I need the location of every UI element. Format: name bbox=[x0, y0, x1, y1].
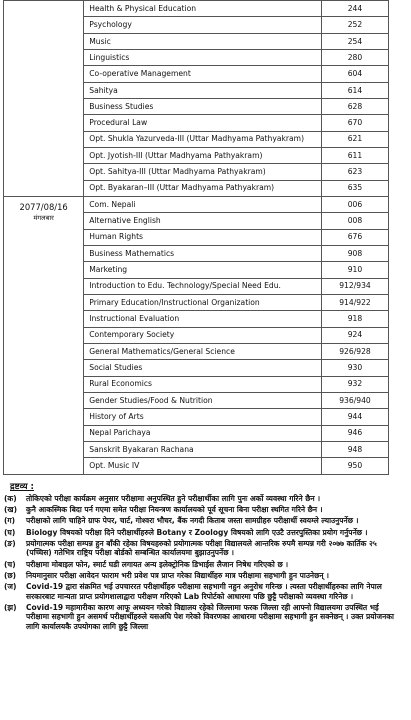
note-text: परीक्षाको लागि चाहिने ग्राफ पेपर, चार्ट, गोश्वरा भौचर, बैंक नगदी किताब जस्ता सामग्रीहरु परीक्षार्थी स्वयम्ले ल्याउनुपर्नेछ । bbox=[26, 516, 359, 526]
notes-list bbox=[4, 494, 404, 631]
code-cell: 910 bbox=[321, 262, 388, 278]
code-cell: 912/934 bbox=[321, 278, 388, 294]
date-block bbox=[4, 197, 83, 222]
code-cell: 614 bbox=[321, 82, 388, 98]
code-cell: 604 bbox=[321, 66, 388, 82]
code-cell: 611 bbox=[321, 147, 388, 163]
date-cell-empty bbox=[4, 1, 84, 197]
code-cell: 254 bbox=[321, 33, 388, 49]
exam-day: मंगलबार bbox=[33, 214, 54, 223]
note-item bbox=[4, 505, 404, 515]
subject-cell: Sahitya bbox=[84, 82, 322, 98]
subject-cell: Psychology bbox=[84, 17, 322, 33]
note-label: (घ) bbox=[4, 527, 16, 537]
note-item bbox=[4, 560, 404, 570]
note-label: (च) bbox=[4, 559, 16, 569]
note-label: (ङ) bbox=[4, 538, 16, 548]
subject-cell: Business Studies bbox=[84, 98, 322, 114]
subject-cell: Human Rights bbox=[84, 229, 322, 245]
note-label: (क) bbox=[4, 494, 17, 503]
subject-cell: Opt. Music IV bbox=[84, 458, 322, 474]
subject-cell: Music bbox=[84, 33, 322, 49]
subject-cell: Com. Nepali bbox=[84, 196, 322, 212]
subject-cell: Business Mathematics bbox=[84, 245, 322, 261]
note-text: तोकिएको परीक्षा कार्यक्रम अनुसार परीक्षामा अनुपस्थित हुने परीक्षार्थीका लागि पुनः अर्को व्यवस्था गरिने छैन । bbox=[26, 494, 321, 503]
note-item bbox=[4, 582, 404, 601]
code-cell: 946 bbox=[321, 425, 388, 441]
note-item bbox=[4, 603, 404, 632]
subject-cell: Alternative English bbox=[84, 213, 322, 229]
subject-cell: Procedural Law bbox=[84, 115, 322, 131]
subject-cell: Instructional Evaluation bbox=[84, 311, 322, 327]
note-item bbox=[4, 494, 404, 504]
subject-cell: General Mathematics/General Science bbox=[84, 343, 322, 359]
code-cell: 914/922 bbox=[321, 294, 388, 310]
date-cell bbox=[4, 196, 84, 474]
code-cell: 930 bbox=[321, 360, 388, 376]
note-text: परीक्षामा मोबाइल फोन, स्मार्ट घडी लगायत अन्य इलेक्ट्रोनिक डिभाईस लैजान निषेध गरिएको छ । bbox=[26, 559, 289, 569]
subject-cell: Marketing bbox=[84, 262, 322, 278]
code-cell: 252 bbox=[321, 17, 388, 33]
subject-cell: Social Studies bbox=[84, 360, 322, 376]
subject-cell: Contemporary Society bbox=[84, 327, 322, 343]
code-cell: 244 bbox=[321, 1, 388, 17]
code-cell: 950 bbox=[321, 458, 388, 474]
code-cell: 932 bbox=[321, 376, 388, 392]
table-row bbox=[4, 1, 389, 17]
exam-schedule-table bbox=[3, 0, 389, 475]
note-label: (ज) bbox=[4, 581, 17, 591]
code-cell: 948 bbox=[321, 441, 388, 457]
note-item bbox=[4, 516, 404, 526]
subject-cell: Co-operative Management bbox=[84, 66, 322, 82]
subject-cell: Rural Economics bbox=[84, 376, 322, 392]
note-item bbox=[4, 528, 404, 538]
subject-cell: Sanskrit Byakaran Rachana bbox=[84, 441, 322, 457]
code-cell: 944 bbox=[321, 409, 388, 425]
code-cell: 670 bbox=[321, 115, 388, 131]
code-cell: 908 bbox=[321, 245, 388, 261]
note-label: (ग) bbox=[4, 516, 16, 526]
subject-cell: Gender Studies/Food & Nutrition bbox=[84, 392, 322, 408]
note-text: Covid-19 द्वारा संक्रमित भई उपचाररत परीक्षार्थीहरु परीक्षामा सहभागी नहुन अनुरोध गरिन्छ । त्यस्ता परीक्षार्थीहरुका लागि नेपाल सरकारबाट मान्यता प्राप्त प्रयोगशालाद्वारा परीक्षण गरिएको Lab रिपोर्टको आधारमा पछि छुट्टै परीक्षाको व्यवस्था गरिनेछ । bbox=[26, 581, 382, 601]
note-label: (झ) bbox=[4, 602, 17, 612]
note-text: नियमानुसार परीक्षा आवेदन फाराम भरी प्रवेश पत्र प्राप्त गरेका विद्यार्थीहरु मात्र परीक्षामा सहभागी हुन पाउनेछन् । bbox=[26, 570, 329, 580]
code-cell: 621 bbox=[321, 131, 388, 147]
note-label: (ख) bbox=[4, 505, 17, 515]
subject-cell: Linguistics bbox=[84, 49, 322, 65]
subject-cell: Health & Physical Education bbox=[84, 1, 322, 17]
notes-title: द्रष्टव्य : bbox=[10, 482, 34, 492]
subject-cell: Opt. Jyotish-III (Uttar Madhyama Pathyakram) bbox=[84, 147, 322, 163]
subject-cell: Introduction to Edu. Technology/Special Need Edu. bbox=[84, 278, 322, 294]
code-cell: 936/940 bbox=[321, 392, 388, 408]
code-cell: 676 bbox=[321, 229, 388, 245]
notes-section bbox=[4, 480, 404, 633]
subject-cell: Opt. Shukla Yazurveda-III (Uttar Madhyama Pathyakram) bbox=[84, 131, 322, 147]
subject-cell: History of Arts bbox=[84, 409, 322, 425]
code-cell: 280 bbox=[321, 49, 388, 65]
code-cell: 623 bbox=[321, 164, 388, 180]
subject-cell: Opt. Byakaran–III (Uttar Madhyama Pathyakram) bbox=[84, 180, 322, 196]
note-text: Biology विषयको परीक्षा दिने परीक्षार्थीहरुले Botany र Zoology विषयको लागि एउटै उत्तरपुस्तिका प्रयोग गर्नुपर्नेछ । bbox=[26, 527, 368, 537]
code-cell: 006 bbox=[321, 196, 388, 212]
subject-cell: Primary Education/Instructional Organization bbox=[84, 294, 322, 310]
exam-date: 2077/08/16 bbox=[19, 201, 68, 212]
subject-cell: Opt. Sahitya-III (Uttar Madhyama Pathyakram) bbox=[84, 164, 322, 180]
table-row bbox=[4, 196, 389, 212]
note-label: (छ) bbox=[4, 570, 17, 580]
code-cell: 628 bbox=[321, 98, 388, 114]
note-text: कुनै आकस्मिक बिदा पर्न गएमा समेत परीक्षा नियन्त्रण कार्यालयको पूर्व सूचना बिना परीक्षा स्थगित गरिने छैन । bbox=[26, 505, 323, 515]
code-cell: 926/928 bbox=[321, 343, 388, 359]
note-item bbox=[4, 571, 404, 581]
subject-cell: Nepal Parichaya bbox=[84, 425, 322, 441]
code-cell: 635 bbox=[321, 180, 388, 196]
note-item bbox=[4, 539, 404, 558]
code-cell: 924 bbox=[321, 327, 388, 343]
note-text: Covid-19 महामारीका कारण आफू अध्ययन गरेको विद्यालय रहेको जिल्लामा फरक जिल्ला रही आफ्नो विद्यालयमा उपस्थित भई परीक्षामा सहभागी हुन असमर्थ परीक्षार्थीहरुले यसअघि पेश गरेको विवरणका आधारमा परीक्षामा सहभागी हुन सक्नेछन् । उक्त प्रयोजनका लागि कार्यालयकै उपयोगका लागि छुट्टै जिल्ला bbox=[26, 602, 394, 631]
code-cell: 918 bbox=[321, 311, 388, 327]
note-text: प्रयोगात्मक परीक्षा सम्पन्न हुन बाँकी रहेका विषयहरुको प्रयोगात्मक परीक्षा विद्यालयले आन्तरिक रुपमै सम्पन्न गरी २०७७ कार्तिक २५ (पच्चिस) गतेभित्र राष्ट्रिय परीक्षा बोर्डको सम्बन्धित कार्यालयमा बुझाउनुपर्नेछ । bbox=[26, 538, 377, 558]
code-cell: 008 bbox=[321, 213, 388, 229]
